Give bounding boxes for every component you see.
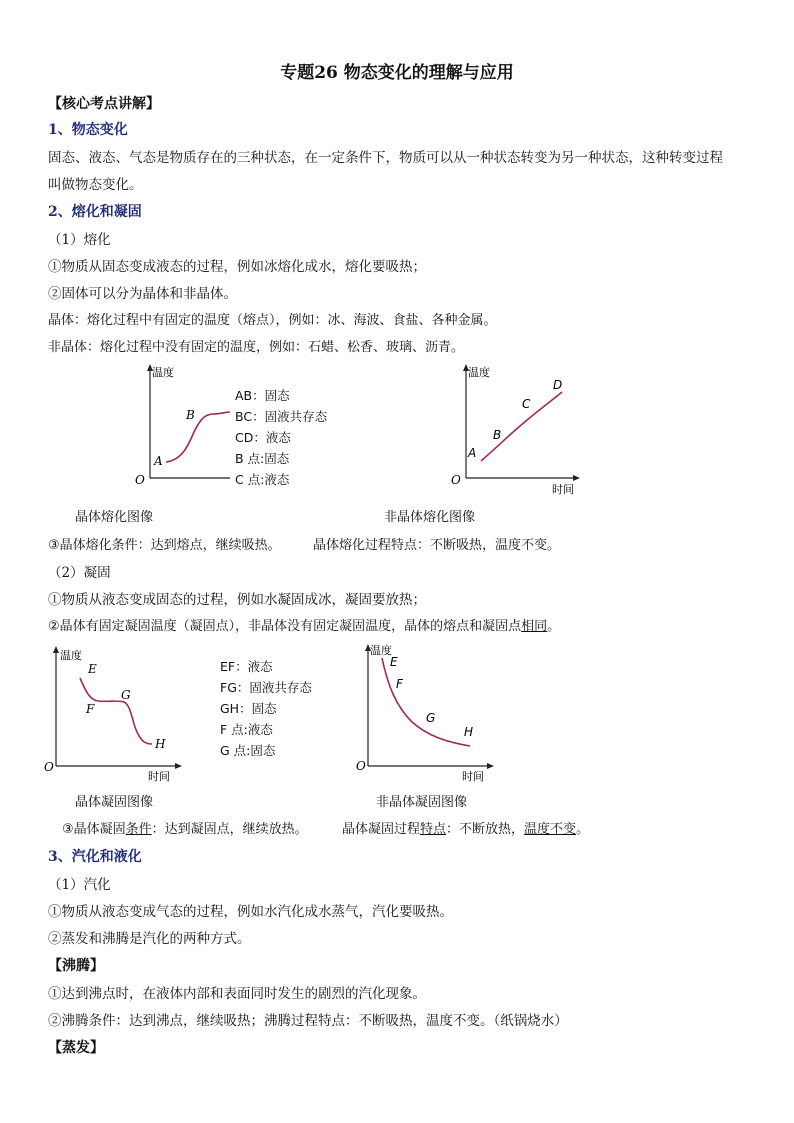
amorphous-melting-svg xyxy=(448,362,588,497)
legend-ef: EF：液态 xyxy=(220,659,273,674)
origin-label: O xyxy=(44,760,54,774)
section-2-heading: 2、熔化和凝固 xyxy=(48,204,142,220)
legend-point-f: F 点:液态 xyxy=(220,722,273,737)
point-label-f: F xyxy=(396,677,403,691)
section-1-heading: 1、物态变化 xyxy=(48,122,128,138)
origin-label: O xyxy=(451,473,461,487)
legend-point-c: C 点:液态 xyxy=(235,472,290,487)
y-axis-label: 温度 xyxy=(152,366,174,379)
point-label-g: G xyxy=(121,688,131,702)
x-axis-label: 时间 xyxy=(462,770,484,783)
amorphous-freezing-graph xyxy=(352,640,502,784)
point-label-e: E xyxy=(88,662,97,676)
freezing-feature-text: ：不断放热， xyxy=(446,822,525,837)
freezing-line-2 xyxy=(48,615,560,634)
legend-point-g: G 点:固态 xyxy=(220,743,276,758)
point-label-f: F xyxy=(86,702,95,716)
melting-line-2: ②固体可以分为晶体和非晶体。 xyxy=(48,286,237,302)
freezing-subheading: （2）凝固 xyxy=(48,565,111,581)
condition-underlined: 条件 xyxy=(125,822,152,837)
freezing-condition-prefix: ③晶体凝固 xyxy=(62,822,126,837)
section-1-paragraph-line-2: 叫做物态变化。 xyxy=(48,177,143,193)
crystal-freezing-svg xyxy=(38,644,188,784)
vaporization-line-2: ②蒸发和沸腾是汽化的两种方式。 xyxy=(48,931,251,947)
crystal-freezing-caption: 晶体凝固图像 xyxy=(75,795,154,810)
point-label-e: E xyxy=(390,655,398,669)
crystal-definition: 晶体：熔化过程中有固定的温度（熔点），例如：冰、海波、食盐、各种金属。 xyxy=(48,313,497,328)
page-title: 专题26 物态变化的理解与应用 xyxy=(280,63,514,83)
x-axis-arrow xyxy=(573,475,580,481)
feature-underlined: 特点 xyxy=(420,822,447,837)
boiling-header: 【沸腾】 xyxy=(48,958,104,974)
evaporation-header: 【蒸发】 xyxy=(48,1040,104,1056)
temperature-unchanged-underlined: 温度不变 xyxy=(524,822,577,837)
point-label-b: B xyxy=(186,408,195,422)
freezing-curve xyxy=(382,658,470,746)
x-axis-arrow xyxy=(175,763,182,769)
legend-bc: BC：固液共存态 xyxy=(235,409,328,424)
same-underlined: 相同 xyxy=(521,619,548,634)
amorphous-melting-caption: 非晶体熔化图像 xyxy=(384,510,476,525)
legend-ab: AB：固态 xyxy=(235,388,290,403)
origin-label: O xyxy=(135,473,145,487)
melting-line-1: ①物质从固态变成液态的过程，例如冰熔化成水，熔化要吸热； xyxy=(48,259,426,275)
point-label-h: H xyxy=(464,725,474,739)
amorphous-definition: 非晶体：熔化过程中没有固定的温度，例如：石蜡、松香、玻璃、沥青。 xyxy=(48,340,465,355)
legend-cd: CD：液态 xyxy=(235,430,291,445)
y-axis-label: 温度 xyxy=(60,649,82,662)
melting-curve xyxy=(166,412,230,462)
boiling-line-1: ①达到沸点时，在液体内部和表面同时发生的剧烈的汽化现象。 xyxy=(48,986,426,1002)
crystal-melting-condition: ③晶体熔化条件：达到熔点，继续吸热。 xyxy=(48,538,281,553)
freezing-line-2-end: 。 xyxy=(547,619,561,634)
point-label-b: B xyxy=(493,428,502,442)
x-axis-label: 时间 xyxy=(552,483,574,496)
core-points-header: 【核心考点讲解】 xyxy=(48,96,160,112)
point-label-a: A xyxy=(154,454,163,468)
melting-subheading: （1）熔化 xyxy=(48,232,111,248)
legend-fg: FG：固液共存态 xyxy=(220,680,312,695)
origin-label: O xyxy=(356,759,366,773)
freezing-feature-prefix: 晶体凝固过程 xyxy=(342,822,421,837)
section-1-paragraph-line-1: 固态、液态、气态是物质存在的三种状态，在一定条件下，物质可以从一种状态转变为另一种状态，这种转变过程 xyxy=(48,150,723,166)
crystal-melting-feature: 晶体熔化过程特点：不断吸热，温度不变。 xyxy=(313,538,561,553)
vaporization-line-1: ①物质从液态变成气态的过程，例如水汽化成水蒸气，汽化要吸热。 xyxy=(48,904,453,920)
crystal-freezing-graph xyxy=(38,644,188,784)
boiling-line-2: ②沸腾条件：达到沸点，继续吸热；沸腾过程特点：不断吸热，温度不变。（纸锅烧水） xyxy=(48,1013,568,1029)
amorphous-freezing-caption: 非晶体凝固图像 xyxy=(376,795,468,810)
point-label-g: G xyxy=(426,711,436,725)
freezing-line-2-text: ②晶体有固定凝固温度（凝固点），非晶体没有固定凝固温度，晶体的熔点和凝固点 xyxy=(48,619,522,634)
amorphous-freezing-svg xyxy=(352,640,502,784)
freezing-line-1: ①物质从液态变成固态的过程，例如水凝固成冰，凝固要放热； xyxy=(48,592,426,608)
x-axis-label: 时间 xyxy=(148,770,170,783)
point-label-c: C xyxy=(522,397,531,411)
freezing-feature-end: 。 xyxy=(576,822,590,837)
crystal-freezing-feature xyxy=(342,818,589,837)
legend-point-b: B 点:固态 xyxy=(235,451,290,466)
legend-gh: GH：固态 xyxy=(220,701,277,716)
x-axis-arrow xyxy=(487,763,494,769)
freezing-condition-text: ：达到凝固点，继续放热。 xyxy=(151,822,308,837)
vaporization-subheading: （1）汽化 xyxy=(48,877,111,893)
point-label-d: D xyxy=(553,378,563,392)
amorphous-melting-graph xyxy=(448,362,588,497)
y-axis-label: 温度 xyxy=(370,644,392,657)
y-axis-arrow xyxy=(53,646,59,653)
crystal-freezing-condition xyxy=(62,818,308,837)
crystal-melting-caption: 晶体熔化图像 xyxy=(75,510,154,525)
section-3-heading: 3、汽化和液化 xyxy=(48,849,142,865)
point-label-a: A xyxy=(468,446,477,460)
point-label-h: H xyxy=(155,737,166,751)
y-axis-label: 温度 xyxy=(468,366,490,379)
